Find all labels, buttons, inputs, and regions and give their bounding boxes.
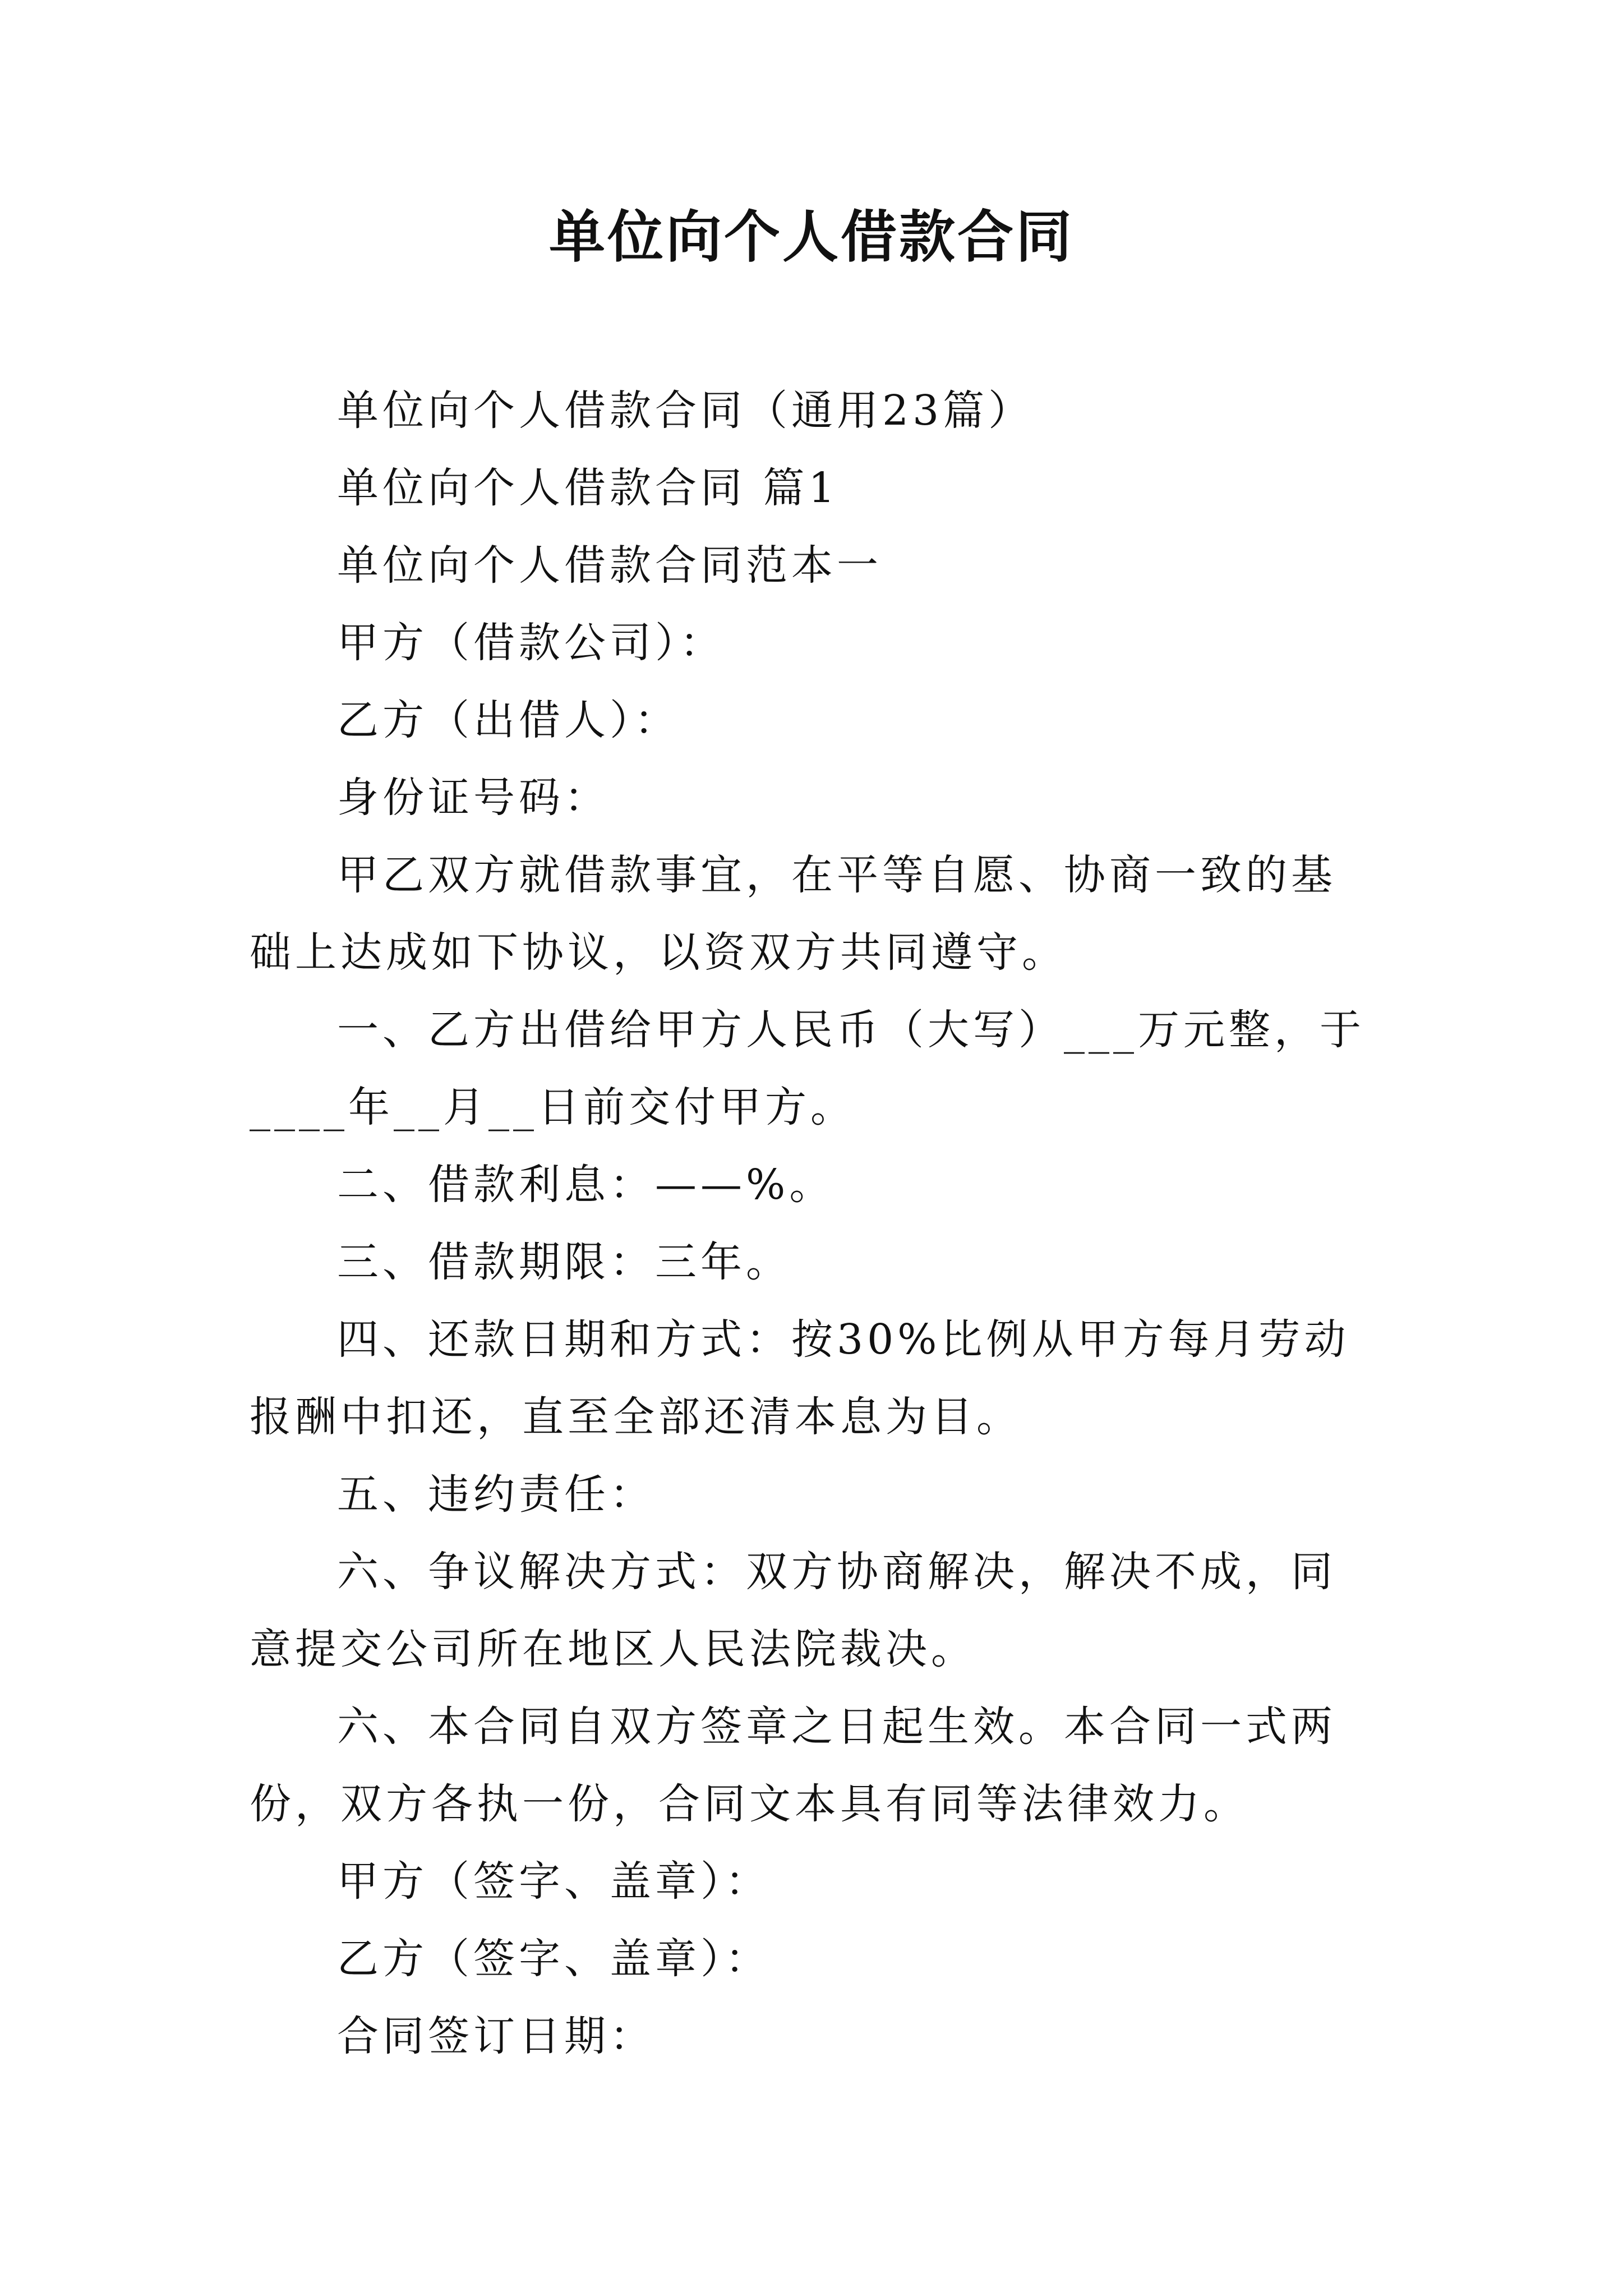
paragraph-sign-date: 合同签订日期： xyxy=(337,2012,655,2060)
paragraph-clause-dispute: 六、争议解决方式：双方协商解决，解决不成，同意提交公司所在地区人民法院裁决。 xyxy=(250,1548,1336,1673)
paragraph-signature-b: 乙方（签字、盖章）： xyxy=(337,1935,771,1983)
paragraph-clause-repayment: 四、还款日期和方式：按30%比例从甲方每月劳动报酬中扣还，直至全部还清本息为目。 xyxy=(250,1315,1350,1441)
paragraph-article-number: 单位向个人借款合同 篇1 xyxy=(337,464,839,512)
document-title: 单位向个人借款合同 xyxy=(549,204,1074,270)
paragraph-id-number: 身份证号码： xyxy=(337,774,610,822)
paragraph-clause-interest: 二、借款利息：——%。 xyxy=(337,1161,835,1209)
document-body xyxy=(250,372,1377,2075)
paragraph-signature-a: 甲方（签字、盖章）： xyxy=(337,1857,771,1906)
paragraph-party-b: 乙方（出借人）： xyxy=(337,696,680,744)
paragraph-clause-liability: 五、违约责任： xyxy=(337,1470,655,1519)
paragraph-subtitle: 单位向个人借款合同（通用23篇） xyxy=(337,386,1034,435)
paragraph-template-name: 单位向个人借款合同范本一 xyxy=(337,541,882,590)
paragraph-preamble: 甲乙双方就借款事宜，在平等自愿、协商一致的基础上达成如下协议，以资双方共同遵守。 xyxy=(250,851,1336,977)
paragraph-clause-amount: 一、乙方出借给甲方人民币（大写）___万元整，于____年__月__日前交付甲方。 xyxy=(250,1006,1365,1131)
paragraph-clause-term: 三、借款期限：三年。 xyxy=(337,1238,791,1286)
paragraph-clause-effect: 六、本合同自双方签章之日起生效。本合同一式两份，双方各执一份，合同文本具有同等法律效力。 xyxy=(250,1703,1336,1828)
paragraph-party-a: 甲方（借款公司）： xyxy=(337,619,725,667)
